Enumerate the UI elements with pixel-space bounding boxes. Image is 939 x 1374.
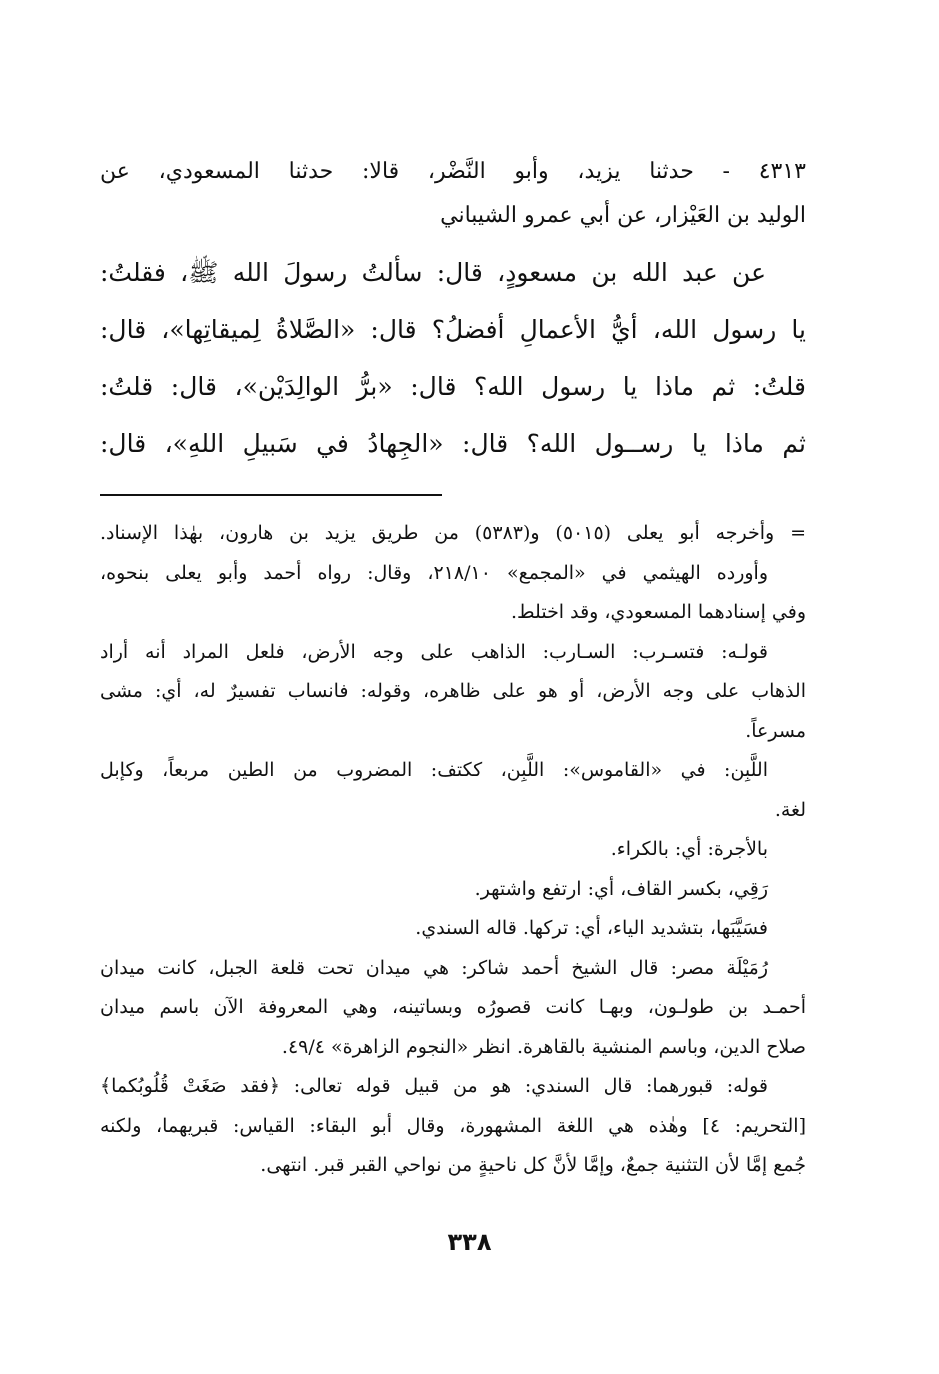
footnote-line: جُمع إمَّا لأن التثنية جمعٌ، وإمَّا لأنَّ كل ناحيةٍ من نواحي القبر قبر. انتهى. <box>260 1154 806 1176</box>
footnote-line: أحمـد بن طولـون، وبهـا كانت قصورُه وبساتينه، وهي المعروفة الآن باسم ميدان <box>100 996 806 1018</box>
isnad-line: ٤٣١٣ - حدثنا يزيد، وأبو النَّضْر، قالا: حدثنا المسعودي، عن <box>100 159 806 184</box>
footnote-line: وأورده الهيثمي في «المجمع» ٢١٨/١٠، وقال: رواه أحمد وأبو يعلى بنحوه، <box>100 561 768 584</box>
footnote-line: صلاح الدين، وباسم المنشية بالقاهرة. انظر «النجوم الزاهرة» ٤٩/٤. <box>281 1035 806 1058</box>
footnote-line: = وأخرجه أبو يعلى (٥٠١٥) و(٥٣٨٣) من طريق يزيد بن هارون، بهٰذا الإسناد. <box>100 522 806 544</box>
footnote-line: رَقِي، بكسر القاف، أي: ارتفع واشتهر. <box>474 877 768 900</box>
matn-line: يا رسول الله، أيُّ الأعمالِ أفضلُ؟ قال: «الصَّلاةُ لِميقاتِها»، قال: <box>100 315 806 344</box>
footnote-line: وفي إسنادهما المسعودي، وقد اختلط. <box>510 601 806 623</box>
footnote-line: رُمَيْلَة مصر: قال الشيخ أحمد شاكر: هي ميدان تحت قلعة الجبل، كانت ميدان <box>100 956 768 979</box>
footnote-line: لغة. <box>774 798 806 821</box>
footnote-line: قوله: قبورهما: قال السندي: هو من قبيل قوله تعالى: ﴿فقد صَغَتْ قُلُوبُكما﴾ <box>100 1075 768 1097</box>
footnote-line: [التحريم: ٤] وهٰذه هي اللغة المشهورة، وقال أبو البقاء: القياس: قبريهما، ولكنه <box>100 1114 806 1137</box>
page-body <box>100 150 806 1186</box>
footnote-line: اللَّبِن: في «القاموس»: اللَّبِن، ككتف: المضروب من الطين مربعاً، وكإبل <box>100 759 768 781</box>
matn-line: قلتُ: ثم ماذا يا رسول الله؟ قال: «برُّ الوالِدَيْن»، قال: قلتُ: <box>100 372 806 401</box>
footnote-line: فسَيَّبَها، بتشديد الياء، أي: تركها. قاله السندي. <box>415 917 768 939</box>
footnotes <box>100 514 806 1186</box>
footnote-line: قولـه: فتسـرب: السـارب: الذاهب على وجه الأرض، فلعل المراد أنه أراد <box>100 640 768 663</box>
isnad-line: الوليد بن العَيْزار، عن أبي عمرو الشيباني <box>440 203 806 228</box>
footnote-line: الذهاب على وجه الأرض، أو هو على ظاهره، وقوله: فانساب تفسيرٌ له، أي: مشى <box>100 680 806 702</box>
page-number: ٣٣٨ <box>447 1228 492 1256</box>
hadith-isnad <box>100 150 806 238</box>
footnote-line: مسرعاً. <box>745 719 806 742</box>
matn-line: ثم ماذا يا رســول الله؟ قال: «الجِهادُ في سَبيلِ اللهِ»، قال: <box>100 429 806 458</box>
matn-line: عن عبد الله بن مسعودٍ، قال: سألتُ رسولَ الله ﷺ، فقلتُ: <box>100 258 766 287</box>
footnote-separator <box>100 494 442 496</box>
hadith-matn <box>100 244 806 472</box>
footnote-line: بالأجرة: أي: بالكراء. <box>610 838 768 860</box>
